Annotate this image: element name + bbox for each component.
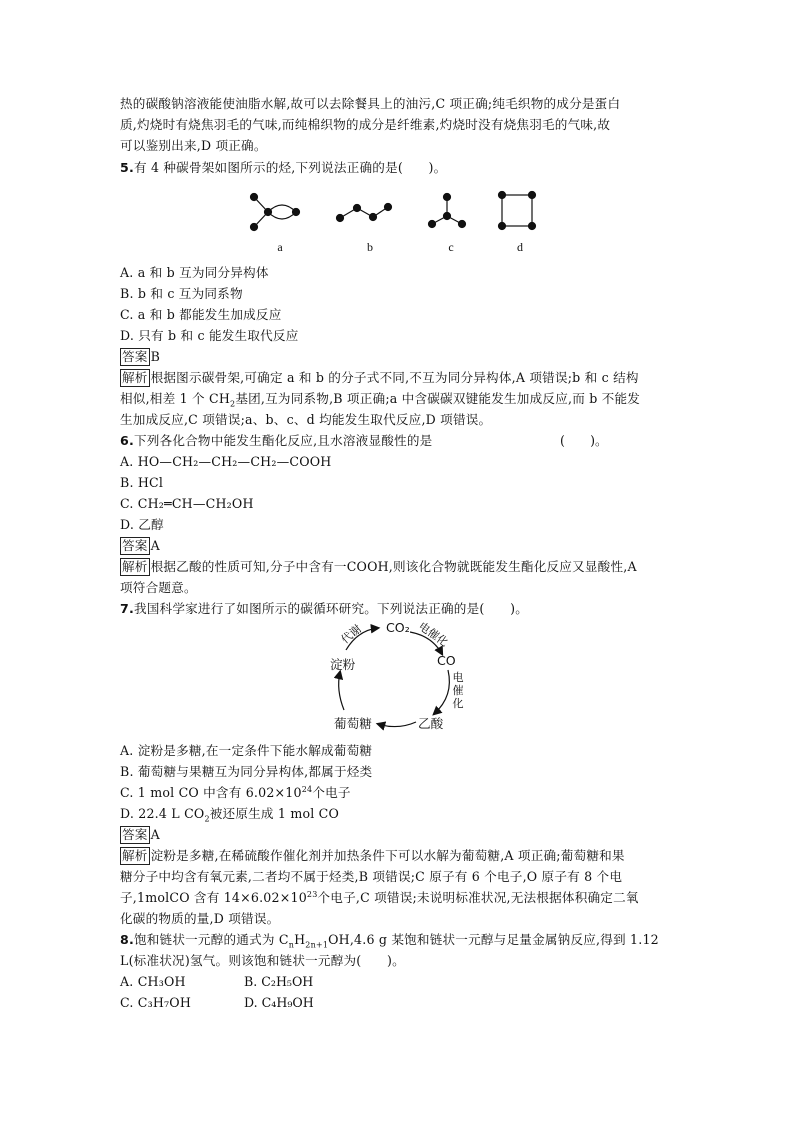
cycle-acetic: 乙酸	[418, 716, 444, 731]
q8-option-c: C. C₃H₇OH	[120, 995, 192, 1010]
q6-stem-text: 下列各化合物中能发生酯化反应,且水溶液显酸性的是	[133, 433, 433, 448]
q8-stem-c: OH,4.6 g 某饱和链状一元醇与足量金属钠反应,得到 1.12	[328, 932, 659, 947]
skeleton-d	[499, 192, 536, 230]
q5-analysis-line-2	[120, 389, 640, 409]
q8-stem-sub-n: n	[288, 940, 295, 950]
arrow-co-to-acetic	[434, 670, 449, 714]
cycle-label-metabolism: 代谢	[338, 622, 364, 647]
skeleton-c	[429, 194, 466, 228]
q8-stem-line-1	[120, 930, 659, 950]
fig-label-c: c	[448, 240, 454, 254]
q6-analysis-text-1: 根据乙酸的性质可知,分子中含有一COOH,则该化合物就既能发生酯化反应又显酸性,A	[150, 559, 637, 574]
q5-analysis-sub: 2	[230, 399, 236, 409]
arrow-acetic-to-glucose	[378, 722, 416, 727]
q6-paren: ( )。	[560, 433, 608, 448]
q7-option-c-sup: 24	[301, 784, 313, 794]
q8-stem-line-2: L(标准状况)氢气。则该饱和链状一元醇为( )。	[120, 953, 405, 968]
q5-number: 5.	[120, 160, 134, 175]
q7-option-d-text-b: 被还原生成 1 mol CO	[209, 806, 340, 821]
q6-option-a: A. HO—CH₂—CH₂—CH₂—COOH	[120, 454, 332, 469]
intro-line-2: 质,灼烧时有烧焦羽毛的气味,而纯棉织物的成分是纤维素,灼烧时没有烧焦羽毛的气味,故	[120, 117, 611, 132]
q6-answer	[120, 536, 160, 556]
q6-answer-value: A	[150, 538, 160, 553]
skeleton-a	[251, 194, 300, 231]
q8-option-a: A. CH₃OH	[120, 974, 186, 989]
carbon-skeleton-figure	[240, 186, 550, 240]
cycle-co: CO	[437, 653, 456, 668]
q5-analysis-text-2b: 基团,互为同系物,B 项正确;a 中含碳碳双键能发生加成反应,而 b 不能发	[235, 391, 641, 406]
fig-label-b: b	[367, 240, 373, 254]
q7-analysis-text-3b: 个电子,C 项错误;未说明标准状况,无法根据体积确定二氧	[317, 890, 639, 905]
q7-number: 7.	[120, 601, 134, 616]
q7-option-b: B. 葡萄糖与果糖互为同分异构体,都属于烃类	[120, 764, 373, 779]
q5-option-c: C. a 和 b 都能发生加成反应	[120, 307, 282, 322]
cycle-label-electrocatalysis-2	[452, 671, 464, 710]
analysis-tag: 解析	[122, 370, 148, 385]
q7-option-d-text-a: D. 22.4 L CO	[120, 806, 205, 821]
cycle-elec-char-1: 电	[452, 671, 464, 684]
q5-analysis-line-1	[120, 368, 639, 388]
q7-option-d	[120, 804, 339, 824]
analysis-tag: 解析	[122, 848, 148, 863]
q8-number: 8.	[120, 932, 134, 947]
intro-line-1: 热的碳酸钠溶液能使油脂水解,故可以去除餐具上的油污,C 项正确;纯毛织物的成分是蛋白	[120, 96, 621, 111]
q5-analysis-text-2a: 相似,相差 1 个 CH	[120, 391, 231, 406]
q6-number: 6.	[120, 433, 134, 448]
q6-option-d: D. 乙醇	[120, 517, 164, 532]
q8-option-d: D. C₄H₉OH	[244, 995, 314, 1010]
q7-analysis-line-1	[120, 846, 625, 866]
answer-tag: 答案	[122, 827, 148, 842]
q6-option-c: C. CH₂═CH—CH₂OH	[120, 496, 254, 511]
answer-tag: 答案	[122, 538, 148, 553]
q7-option-c-text-b: 个电子	[312, 785, 351, 800]
q7-option-c-text-a: C. 1 mol CO 中含有 6.02×10	[120, 785, 302, 800]
q8-stem-a: 饱和链状一元醇的通式为 C	[133, 932, 289, 947]
q7-stem	[120, 599, 528, 619]
q8-stem-b: H	[294, 932, 306, 947]
q7-answer-value: A	[150, 827, 160, 842]
cycle-glucose: 葡萄糖	[334, 716, 372, 731]
q6-option-b: B. HCl	[120, 475, 164, 490]
q5-option-d: D. 只有 b 和 c 能发生取代反应	[120, 328, 299, 343]
analysis-tag: 解析	[122, 559, 148, 574]
q7-analysis-line-2: 糖分子中均含有氧元素,二者均不属于烃类,B 项错误;C 原子有 6 个电子,O 原子有 8 个电	[120, 869, 623, 884]
q6-stem	[120, 431, 432, 451]
q7-analysis-line-3	[120, 888, 639, 908]
fig-label-d: d	[517, 240, 523, 254]
q8-option-b: B. C₂H₅OH	[244, 974, 314, 989]
q7-analysis-text-3a: 子,1molCO 含有 14×6.02×10	[120, 890, 307, 905]
q6-analysis-line-2: 项符合题意。	[120, 580, 197, 595]
cycle-co2: CO₂	[386, 620, 410, 635]
cycle-elec-char-3: 化	[452, 697, 464, 710]
answer-tag: 答案	[122, 349, 148, 364]
intro-line-3: 可以鉴别出来,D 项正确。	[120, 138, 267, 153]
q7-option-a: A. 淀粉是多糖,在一定条件下能水解成葡萄糖	[120, 743, 373, 758]
q5-answer-value: B	[150, 349, 161, 364]
skeleton-b	[337, 204, 392, 222]
q7-stem-text: 我国科学家进行了如图所示的碳循环研究。下列说法正确的是( )。	[133, 601, 528, 616]
fig-label-a: a	[277, 240, 283, 254]
q7-option-c	[120, 783, 351, 803]
cycle-elec-char-2: 催	[452, 684, 464, 697]
q7-analysis-sup: 23	[306, 889, 318, 899]
q5-option-a: A. a 和 b 互为同分异构体	[120, 265, 269, 280]
q7-option-d-sub: 2	[204, 814, 210, 824]
cycle-label-electrocatalysis-1: 电催化	[415, 619, 451, 650]
q5-analysis-text-1: 根据图示碳骨架,可确定 a 和 b 的分子式不同,不互为同分异构体,A 项错误;b 和 c 结构	[150, 370, 639, 385]
q7-analysis-line-4: 化碳的物质的量,D 项错误。	[120, 911, 280, 926]
q6-analysis-line-1	[120, 557, 637, 577]
q8-stem-sub-2n1: 2n+1	[305, 940, 329, 950]
cycle-starch: 淀粉	[330, 657, 356, 672]
q5-option-b: B. b 和 c 互为同系物	[120, 286, 243, 301]
q5-stem-text: 有 4 种碳骨架如图所示的烃,下列说法正确的是( )。	[133, 160, 447, 175]
q7-answer	[120, 825, 160, 845]
q7-analysis-text-1: 淀粉是多糖,在稀硫酸作催化剂并加热条件下可以水解为葡萄糖,A 项正确;葡萄糖和果	[150, 848, 625, 863]
arrow-glucose-to-starch	[339, 672, 344, 710]
q5-answer	[120, 347, 160, 367]
q5-stem	[120, 158, 446, 178]
q5-analysis-line-3: 生加成反应,C 项错误;a、b、c、d 均能发生取代反应,D 项错误。	[120, 412, 492, 427]
